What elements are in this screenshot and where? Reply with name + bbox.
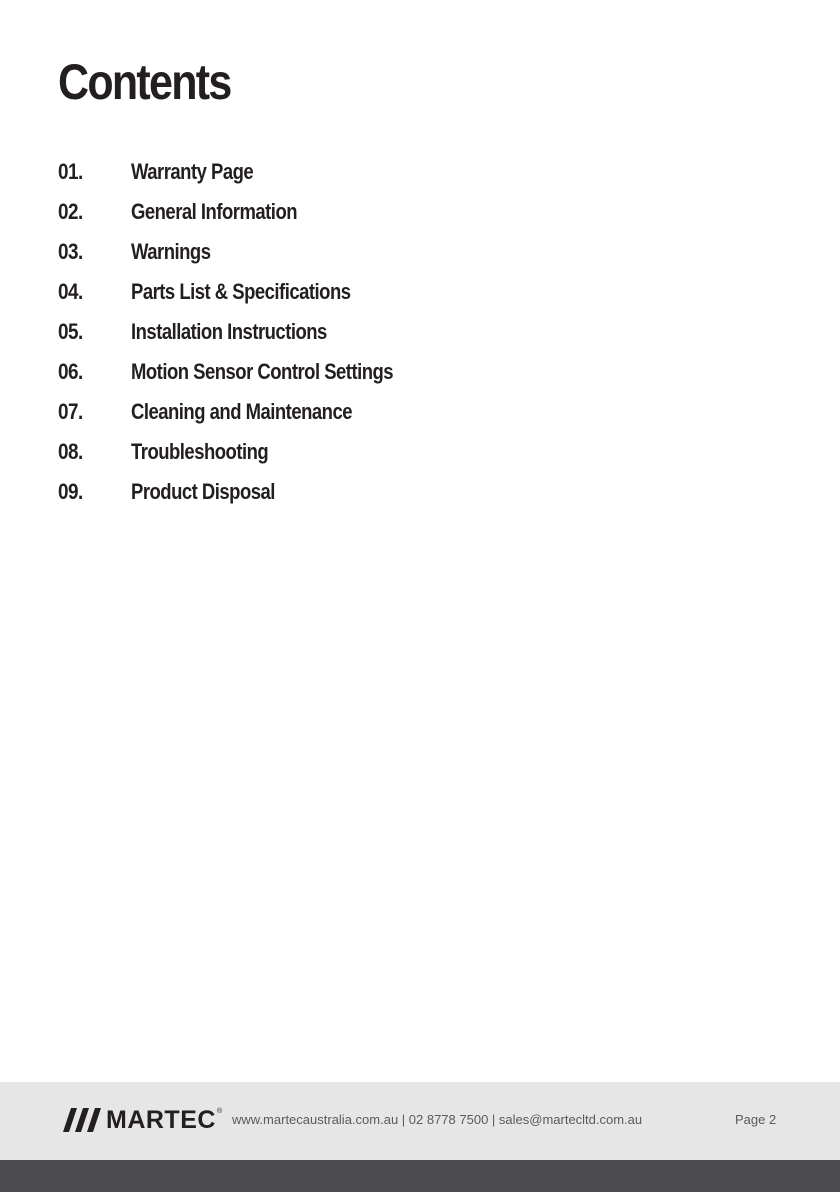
toc-item-number: 09. xyxy=(58,479,83,504)
toc-item-label: Motion Sensor Control Settings xyxy=(131,359,394,384)
bottom-bar xyxy=(0,1160,840,1192)
toc-item-warranty-page[interactable] xyxy=(58,152,443,192)
martec-logo xyxy=(62,1102,222,1138)
toc-item-label: Warnings xyxy=(131,239,211,264)
toc-item-warnings[interactable] xyxy=(58,232,443,272)
toc-item-number: 06. xyxy=(58,359,83,384)
toc-item-number: 04. xyxy=(58,279,83,304)
toc-item-number: 03. xyxy=(58,239,83,264)
toc-item-motion-sensor-control-settings[interactable] xyxy=(58,352,443,392)
toc-item-label: Parts List & Specifications xyxy=(131,279,351,304)
toc-item-label: Warranty Page xyxy=(131,159,254,184)
toc-item-general-information[interactable] xyxy=(58,192,443,232)
toc-item-label: Troubleshooting xyxy=(131,439,269,464)
page-number: Page 2 xyxy=(735,1112,777,1127)
toc-item-label: Installation Instructions xyxy=(131,319,327,344)
toc-item-parts-list-specifications[interactable] xyxy=(58,272,443,312)
toc-item-label: General Information xyxy=(131,199,298,224)
page-footer xyxy=(0,1082,840,1160)
toc-item-number: 01. xyxy=(58,159,83,184)
toc-item-number: 02. xyxy=(58,199,83,224)
toc-item-product-disposal[interactable] xyxy=(58,472,443,512)
toc-item-number: 07. xyxy=(58,399,83,424)
page-title: Contents xyxy=(58,54,231,110)
toc-item-number: 08. xyxy=(58,439,83,464)
toc-item-number: 05. xyxy=(58,319,83,344)
slash-stripes-icon xyxy=(62,1106,102,1134)
toc-item-cleaning-and-maintenance[interactable] xyxy=(58,392,443,432)
table-of-contents xyxy=(58,152,443,512)
toc-item-installation-instructions[interactable] xyxy=(58,312,443,352)
footer-contact-info: www.martecaustralia.com.au | 02 8778 7500 | sales@martecltd.com.au xyxy=(232,1112,643,1127)
toc-item-troubleshooting[interactable] xyxy=(58,432,443,472)
registered-mark: ® xyxy=(216,1107,223,1115)
logo-wordmark: MARTEC xyxy=(106,1106,216,1134)
toc-item-label: Cleaning and Maintenance xyxy=(131,399,352,424)
toc-item-label: Product Disposal xyxy=(131,479,275,504)
